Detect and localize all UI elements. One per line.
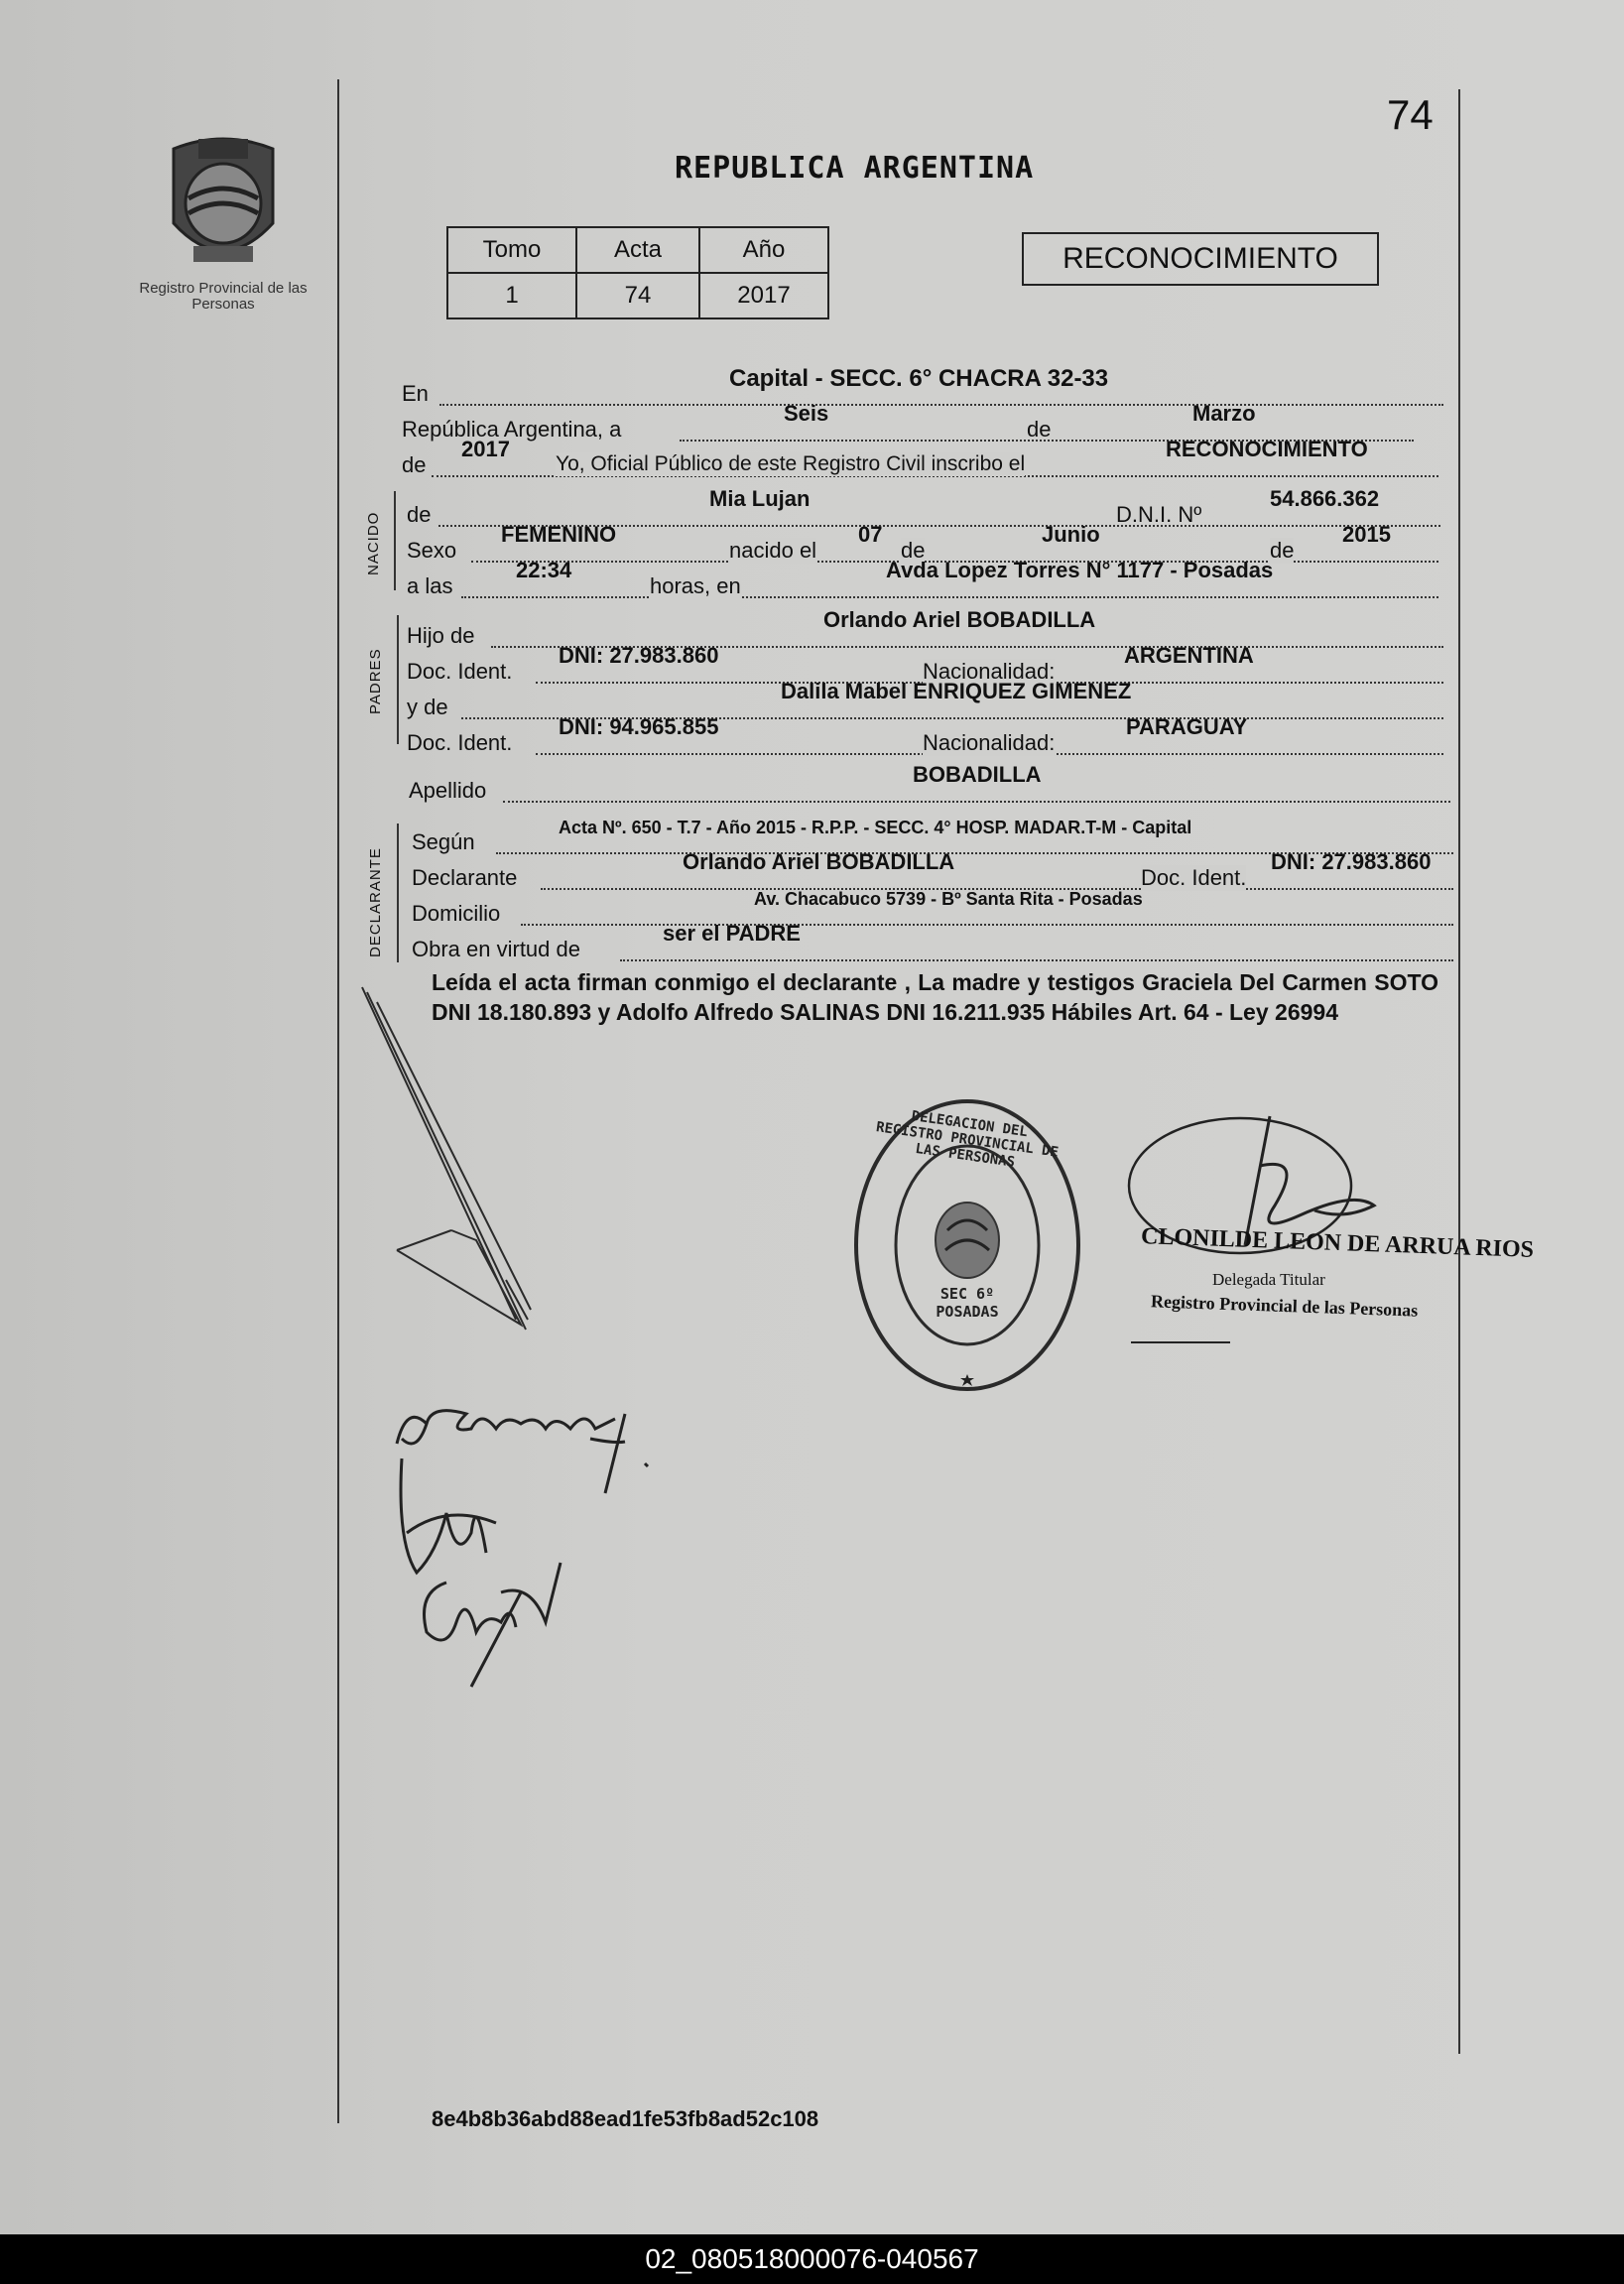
value-place: Capital - SECC. 6° CHACRA 32-33 — [729, 365, 1109, 392]
padres-bar — [397, 615, 399, 744]
page-title: REPUBLICA ARGENTINA — [675, 151, 1035, 186]
value-tomo: 1 — [447, 273, 576, 318]
stamp-text: DELEGACION DEL REGISTRO PROVINCIAL DE LAS PERSONAS — [875, 1108, 1060, 1171]
header-tomo: Tomo — [447, 227, 576, 273]
value-birth-month: Junio — [1042, 522, 1100, 547]
label-hijo-de: Hijo de — [407, 623, 475, 648]
logo-caption: Registro Provincial de las Personas — [139, 280, 308, 313]
header-acta: Acta — [576, 227, 699, 273]
label-doc-ident2: Doc. Ident. — [407, 730, 513, 755]
witness-signatures — [387, 1384, 804, 1702]
value-father-doc: DNI: 27.983.860 — [559, 643, 719, 668]
left-margin-line — [337, 79, 339, 2123]
value-birth-year: 2015 — [1342, 522, 1391, 547]
file-identifier-footer: 02_080518000076-040567 — [0, 2234, 1624, 2284]
value-act-type: RECONOCIMIENTO — [1166, 437, 1368, 461]
label-de: de — [1027, 417, 1052, 442]
value-birth-day: 07 — [858, 522, 883, 547]
officer-name: CLONILDE LEON DE ARRUA RIOS — [1140, 1223, 1535, 1263]
label-dni: D.N.I. Nº — [1116, 502, 1202, 527]
label-year-de: de — [402, 452, 427, 477]
value-mother-doc: DNI: 94.965.855 — [559, 714, 719, 739]
label-sexo: Sexo — [407, 538, 457, 563]
section-label-padres: PADRES — [367, 648, 384, 714]
label-segun: Según — [412, 829, 475, 854]
value-segun: Acta Nº. 650 - T.7 - Año 2015 - R.P.P. - SECC. 4° HOSP. MADAR.T-M - Capital — [559, 818, 1192, 837]
value-declarante-name: Orlando Ariel BOBADILLA — [683, 849, 955, 874]
label-de3: de — [1270, 538, 1295, 563]
label-nacionalidad: Nacionalidad: — [923, 659, 1056, 684]
value-year: 2017 — [461, 437, 510, 461]
dots — [503, 801, 1450, 803]
header-anio: Año — [699, 227, 828, 273]
label-y-de: y de — [407, 695, 448, 719]
value-mother-nat: PARAGUAY — [1126, 714, 1248, 739]
stamp-inner-text: SEC 6º POSADAS — [936, 1285, 999, 1321]
page-number: 74 — [1387, 91, 1434, 138]
row-hora — [407, 558, 1443, 599]
value-month: Marzo — [1192, 401, 1256, 426]
row-domicilio — [412, 889, 1453, 927]
label-de: de — [407, 502, 432, 527]
label-en: En — [402, 381, 429, 406]
label-a-las: a las — [407, 573, 453, 598]
value-birth-place: Avda Lopez Torres N° 1177 - Posadas — [886, 558, 1274, 582]
record-type-box: RECONOCIMIENTO — [1022, 232, 1379, 286]
nacido-bar — [394, 491, 396, 590]
label-doc-ident: Doc. Ident. — [407, 659, 513, 684]
dots — [620, 959, 1453, 961]
officer-role: Delegada Titular — [1212, 1270, 1325, 1289]
value-declarante-doc: DNI: 27.983.860 — [1271, 849, 1432, 874]
label-nacido-el: nacido el — [729, 538, 817, 563]
label-de2: de — [901, 538, 926, 563]
document-hash: 8e4b8b36abd88ead1fe53fb8ad52c108 — [432, 2106, 819, 2131]
value-acta: 74 — [576, 273, 699, 318]
value-obra: ser el PADRE — [663, 921, 801, 946]
row-apellido — [409, 762, 1450, 804]
right-margin-line — [1458, 89, 1460, 2054]
officer-text: Yo, Oficial Público de este Registro Civil inscribo el — [556, 452, 1026, 475]
officer-org: Registro Provincial de las Personas — [1150, 1291, 1419, 1321]
declarante-bar — [397, 824, 399, 962]
value-sexo: FEMENINO — [501, 522, 617, 547]
label-nacionalidad2: Nacionalidad: — [923, 730, 1056, 755]
value-child-dni: 54.866.362 — [1270, 486, 1380, 511]
label-horas: horas, en — [650, 573, 741, 598]
value-domicilio: Av. Chacabuco 5739 - Bº Santa Rita - Posadas — [754, 889, 1143, 909]
left-signature-scribble — [357, 982, 575, 1359]
section-label-declarante: DECLARANTE — [367, 847, 384, 957]
record-table — [446, 226, 829, 319]
closing-text: Leída el acta firman conmigo el declarante , La madre y testigos Graciela Del Carmen SOTO DNI 18.180.893 y Adolfo Alfredo SALINAS DNI 16.211.935 Hábiles Art. 64 - Ley 26994 — [432, 969, 1438, 1025]
dots — [439, 404, 1443, 406]
value-father-nat: ARGENTINA — [1124, 643, 1254, 668]
row-officer — [402, 437, 1443, 478]
value-child-name: Mia Lujan — [709, 486, 811, 511]
label-apellido: Apellido — [409, 778, 487, 803]
label-obra: Obra en virtud de — [412, 937, 580, 961]
value-birth-time: 22:34 — [516, 558, 572, 582]
value-anio: 2017 — [699, 273, 828, 318]
section-label-nacido: NACIDO — [365, 511, 382, 575]
label-declarante: Declarante — [412, 865, 518, 890]
row-en — [402, 365, 1443, 407]
value-day: Seis — [784, 401, 829, 426]
dots — [521, 924, 1453, 926]
row-declarante — [412, 849, 1453, 891]
value-apellido: BOBADILLA — [913, 762, 1042, 787]
officer-underline — [1131, 1341, 1230, 1343]
coat-of-arms-logo — [149, 129, 298, 278]
value-mother-name: Dalila Mabel ENRIQUEZ GIMENEZ — [781, 679, 1132, 703]
row-obra — [412, 921, 1453, 962]
row-mother-doc — [407, 714, 1448, 756]
dots — [461, 596, 1438, 598]
label-doc-ident3: Doc. Ident. — [1141, 865, 1247, 890]
value-father-name: Orlando Ariel BOBADILLA — [823, 607, 1096, 632]
label-republica: República Argentina, a — [402, 417, 622, 442]
label-domicilio: Domicilio — [412, 901, 501, 926]
